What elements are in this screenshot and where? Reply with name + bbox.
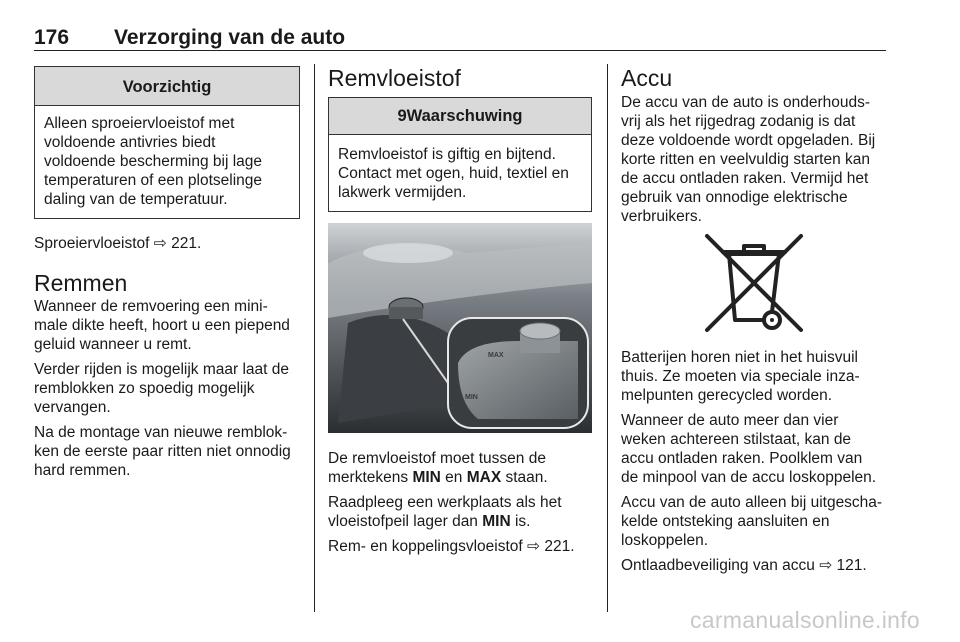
column-divider-1 [314, 64, 315, 612]
text-line: hard remmen. [34, 462, 131, 479]
header-rule [34, 50, 886, 51]
min-label: MIN [412, 469, 441, 486]
text-line: Raadpleeg een werkplaats als het [328, 494, 562, 511]
text-line: Batterijen horen niet in het huisvuil [621, 349, 858, 366]
text-line: melpunten gerecycled worden. [621, 387, 833, 404]
paragraph [328, 449, 592, 487]
watermark: carmanualsonline.info [689, 607, 920, 633]
column-3 [621, 66, 891, 575]
text-line: vervangen. [34, 399, 111, 416]
paragraph [621, 411, 891, 487]
text-line: loskoppelen. [621, 532, 709, 549]
text-line: kelde ontsteking aansluiten en [621, 513, 830, 530]
column-divider-2 [607, 64, 608, 612]
page-number: 176 [34, 26, 70, 49]
section-title-brake-fluid: Remvloeistof [328, 65, 461, 91]
section-title-battery: Accu [621, 65, 673, 91]
paragraph [621, 493, 891, 550]
text-line: deze voldoende wordt opgeladen. Bij [621, 132, 876, 149]
text-span: staan. [505, 469, 548, 486]
xref-label: Rem- en koppelingsvloeistof [328, 538, 523, 555]
text-span: vloeistofpeil lager dan [328, 513, 478, 530]
text-line: male dikte heeft, hoort u een piepend [34, 317, 290, 334]
text-line: daling van de temperatuur. [44, 191, 228, 208]
warning-text [329, 135, 591, 211]
text-line: De accu van de auto is onderhouds- [621, 94, 871, 111]
text-line: thuis. Ze moeten via speciale inza- [621, 368, 860, 385]
text-line: vrij als het rijgedrag zodanig is dat [621, 113, 856, 130]
text-line: Contact met ogen, huid, textiel en [338, 165, 569, 182]
text-line: Wanneer de remvoering een mini- [34, 298, 268, 315]
text-span: merktekens [328, 469, 409, 486]
text-line: voldoende bescherming bij lage [44, 153, 263, 170]
text-line: de accu ontladen raken. Vermijd het [621, 170, 869, 187]
text-line: geluid wanneer u remt. [34, 336, 192, 353]
min-label: MIN [482, 513, 511, 530]
text-line: korte ritten en veelvuldig starten kan [621, 151, 870, 168]
text-line: lakwerk vermijden. [338, 184, 467, 201]
text-line: gebruik van onnodige elektrische [621, 189, 848, 206]
page-header [34, 26, 345, 50]
arrow-ref-icon: ⇨ [153, 235, 167, 252]
crossed-out-bin-icon [699, 232, 809, 336]
text-line: Accu van de auto alleen bij uitgescha- [621, 494, 883, 511]
text-line: De remvloeistof moet tussen de [328, 450, 546, 467]
column-2 [328, 66, 592, 556]
text-line: de minpool van de accu loskoppelen. [621, 469, 877, 486]
text-line: Remvloeistof is giftig en bijtend. [338, 146, 556, 163]
paragraph [34, 360, 300, 417]
text-line: remblokken zo spoedig mogelijk [34, 380, 255, 397]
warning-triangle-icon: 9 [397, 107, 407, 125]
text-line: Na de montage van nieuwe remblok- [34, 424, 288, 441]
xref-brake-clutch-fluid[interactable] [328, 537, 592, 556]
min-mark: MIN [465, 394, 478, 401]
text-line [328, 512, 592, 531]
warning-box [328, 97, 592, 212]
arrow-ref-icon: ⇨ [819, 557, 833, 574]
max-mark: MAX [488, 352, 504, 359]
xref-page: 221. [544, 538, 575, 555]
text-line [328, 468, 592, 487]
xref-label: Sproeiervloeistof [34, 235, 150, 252]
caution-text [35, 106, 299, 218]
text-line: Wanneer de auto meer dan vier [621, 412, 839, 429]
paragraph [621, 348, 891, 405]
xref-page: 121. [836, 557, 867, 574]
page-title: Verzorging van de auto [114, 26, 346, 49]
paragraph [328, 493, 592, 531]
text-line: Verder rijden is mogelijk maar laat de [34, 361, 290, 378]
caution-box [34, 66, 300, 219]
column-1 [34, 66, 300, 480]
xref-page: 221. [171, 235, 202, 252]
text-span: en [445, 469, 463, 486]
warning-title: Waarschuwing [406, 107, 523, 125]
xref-washer-fluid[interactable] [34, 234, 300, 253]
text-line: weken achtereen stilstaat, kan de [621, 431, 852, 448]
engine-bay-illustration [328, 223, 592, 433]
brake-fluid-reservoir-photo [328, 223, 592, 433]
paragraph [621, 93, 891, 226]
xref-label: Ontlaadbeveiliging van accu [621, 557, 815, 574]
max-label: MAX [466, 469, 502, 486]
text-line: temperaturen of een plotselinge [44, 172, 263, 189]
paragraph [34, 423, 300, 480]
xref-discharge-protection[interactable] [621, 556, 891, 575]
weee-symbol-container [621, 232, 891, 336]
text-line: voldoende antivries biedt [44, 134, 216, 151]
section-title-brakes: Remmen [34, 270, 128, 296]
text-line: accu ontladen raken. Poolklem van [621, 450, 863, 467]
text-line: Alleen sproeiervloeistof met [44, 115, 235, 132]
arrow-ref-icon: ⇨ [527, 538, 541, 555]
warning-header [329, 98, 591, 135]
text-line: ken de eerste paar ritten niet onnodig [34, 443, 291, 460]
caution-title: Voorzichtig [35, 67, 299, 106]
text-span: is. [514, 513, 531, 530]
text-line: verbruikers. [621, 208, 702, 225]
paragraph [34, 297, 300, 354]
